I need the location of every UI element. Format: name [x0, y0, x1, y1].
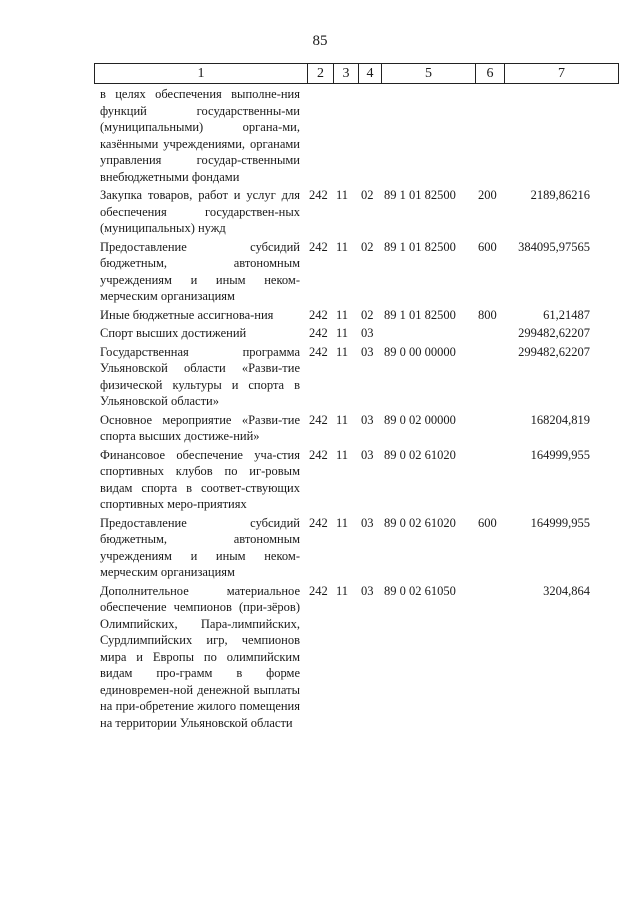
- row-code-ministry: 242: [309, 188, 328, 202]
- row-name: Закупка товаров, работ и услуг для обеспечения государствен-ных (муниципальных) нужд: [100, 188, 300, 235]
- row-code-ministry: 242: [309, 239, 328, 254]
- header-col-1: 1: [95, 64, 308, 84]
- header-col-6: 6: [476, 64, 505, 84]
- table-body: [0, 86, 640, 733]
- row-code-ministry: 242: [309, 447, 328, 462]
- row-name: Государственная программа Ульяновской области «Разви-тие физической культуры и спорта в Ульяновской области»: [100, 344, 300, 408]
- row-code-target: 89 1 01 82500: [384, 188, 456, 202]
- row-code-ministry: 242: [309, 583, 328, 598]
- row-code-section: 11: [336, 326, 349, 340]
- table-row: [0, 187, 640, 237]
- header-col-2: 2: [308, 64, 334, 84]
- row-code-ministry: 242: [309, 307, 328, 322]
- row-code-ministry: 242: [309, 412, 328, 427]
- table-row: [0, 515, 640, 581]
- row-code-ministry: 242: [309, 326, 328, 340]
- header-col-3: 3: [334, 64, 359, 84]
- table-row: [0, 307, 640, 324]
- row-name: Основное мероприятие «Разви-тие спорта высших достиже-ний»: [100, 412, 300, 443]
- row-code-target: 89 0 00 00000: [384, 344, 456, 359]
- row-amount: 61,21487: [543, 307, 590, 322]
- row-code-section: 11: [336, 583, 349, 598]
- row-code-section: 11: [336, 188, 349, 202]
- row-amount: 164999,955: [530, 447, 590, 462]
- table-row: [0, 325, 640, 342]
- row-code-ministry: 242: [309, 344, 328, 359]
- row-code-subsection: 03: [361, 583, 374, 598]
- row-code-target: 89 1 01 82500: [384, 307, 456, 322]
- row-amount: 2189,86216: [530, 188, 590, 202]
- row-code-target: 89 0 02 61020: [384, 515, 456, 530]
- table-row: [0, 86, 640, 185]
- row-name: Дополнительное материальное обеспечение чемпионов (при-зёров) Олимпийских, Пара-лимпийских, Сурдлимпийских игр, чемпионов мира и Европы по олимпийским видам про-грамм в форме единовремен-ной денежной выплаты на при-обретение жилого помещения на территории Ульяновской области: [100, 583, 300, 730]
- header-col-7: 7: [505, 64, 619, 84]
- row-code-target: 89 0 02 61050: [384, 583, 456, 598]
- row-code-target: 89 0 02 61020: [384, 447, 456, 462]
- row-code-target: 89 1 01 82500: [384, 239, 456, 254]
- header-col-4: 4: [359, 64, 382, 84]
- row-name: Иные бюджетные ассигнова-ния: [100, 307, 274, 322]
- row-code-subsection: 03: [361, 412, 374, 427]
- row-code-subsection: 02: [361, 239, 374, 254]
- table-row: [0, 447, 640, 513]
- row-code-section: 11: [336, 239, 349, 254]
- row-code-section: 11: [336, 307, 349, 322]
- row-code-expense-type: 800: [478, 307, 497, 322]
- row-name: Предоставление субсидий бюджетным, автономным учреждениям и иным неком-мерческим организациям: [100, 515, 300, 579]
- row-code-section: 11: [336, 344, 349, 359]
- row-code-subsection: 03: [361, 344, 374, 359]
- table-row: [0, 344, 640, 410]
- table-row: [0, 412, 640, 445]
- page-number: 85: [312, 33, 328, 49]
- table-row: [0, 239, 640, 305]
- row-code-subsection: 02: [361, 307, 374, 322]
- row-name: Финансовое обеспечение уча-стия спортивных клубов по иг-ровым видам спорта в соответ-ствующих спортивных меро-приятиях: [100, 447, 300, 511]
- row-code-subsection: 03: [361, 447, 374, 462]
- row-code-subsection: 03: [361, 515, 374, 530]
- row-name: Предоставление субсидий бюджетным, автономным учреждениям и иным неком-мерческим организациям: [100, 239, 300, 303]
- row-code-subsection: 03: [361, 326, 374, 340]
- row-amount: 164999,955: [530, 515, 590, 530]
- row-code-section: 11: [336, 412, 349, 427]
- column-header-row: [94, 63, 619, 84]
- row-amount: 384095,97565: [518, 239, 590, 254]
- row-amount: 168204,819: [530, 412, 590, 427]
- row-code-subsection: 02: [361, 188, 374, 202]
- row-name: Спорт высших достижений: [100, 326, 247, 340]
- row-code-section: 11: [336, 515, 349, 530]
- header-col-5: 5: [382, 64, 476, 84]
- row-code-expense-type: 200: [478, 188, 497, 202]
- row-amount: 299482,62207: [518, 326, 590, 340]
- row-amount: 299482,62207: [518, 344, 590, 359]
- row-code-expense-type: 600: [478, 515, 497, 530]
- row-code-expense-type: 600: [478, 239, 497, 254]
- row-amount: 3204,864: [543, 583, 590, 598]
- row-code-section: 11: [336, 447, 349, 462]
- row-code-ministry: 242: [309, 515, 328, 530]
- row-code-target: 89 0 02 00000: [384, 412, 456, 427]
- row-name: в целях обеспечения выполне-ния функций государственны-ми (муниципальными) органа-ми, казёнными учреждениями, органами управления государ-ственными внебюджетными фондами: [100, 87, 300, 184]
- table-row: [0, 583, 640, 732]
